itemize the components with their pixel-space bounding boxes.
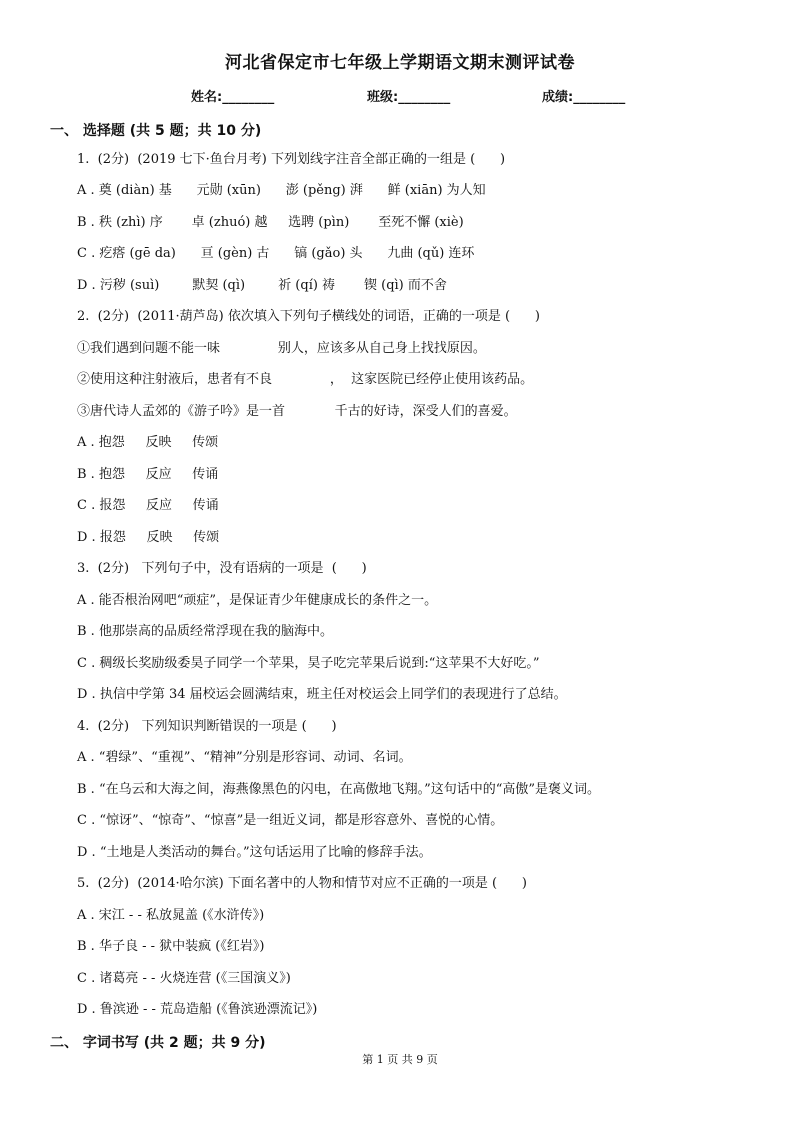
student-info-row: [0, 86, 800, 106]
question-2-sentence-1: ①我们遇到问题不能一味 别人，应该多从自己身上找找原因。: [77, 341, 486, 356]
question-3-option-a: A . 能否根治网吧“顽症”，是保证青少年健康成长的条件之一。: [77, 593, 438, 608]
question-5-stem: 5. (2分) (2014·哈尔滨) 下面名著中的人物和情节对应不正确的一项是 ( ): [77, 876, 527, 891]
question-3-option-c: C . 稠级长奖励级委昊子同学一个苹果，昊子吃完苹果后说到:“这苹果不大好吃。”: [77, 656, 540, 671]
section-heading-writing: 二、 字词书写 (共 2 题；共 9 分): [50, 1035, 266, 1051]
question-3-stem: 3. (2分) 下列句子中，没有语病的一项是 ( ): [77, 561, 367, 576]
question-5-option-a: A . 宋江 - - 私放晁盖 (《水浒传》): [77, 908, 265, 923]
section-heading-choice: 一、 选择题 (共 5 题；共 10 分): [50, 123, 262, 139]
page-footer: 第 1 页 共 9 页: [362, 1053, 438, 1066]
question-2-option-a: A . 抱怨 反映 传颂: [77, 435, 219, 450]
question-4-stem: 4. (2分) 下列知识判断错误的一项是 ( ): [77, 719, 337, 734]
question-2-option-d: D . 报怨 反映 传颂: [77, 530, 220, 545]
page-title: 河北省保定市七年级上学期语文期末测评试卷: [225, 53, 575, 73]
question-1-option-a: A . 奠 (diàn) 基 元勋 (xūn) 澎 (pěng) 湃 鲜 (xiān) 为人知: [77, 183, 486, 198]
question-2-option-c: C . 报怨 反应 传诵: [77, 498, 219, 513]
question-4-option-d: D . “土地是人类活动的舞台。”这句话运用了比喻的修辞手法。: [77, 845, 432, 860]
name-field-label: 姓名:________: [191, 90, 275, 105]
question-3-option-b: B . 他那崇高的品质经常浮现在我的脑海中。: [77, 624, 333, 639]
question-4-option-c: C . “惊讶”、“惊奇”、“惊喜”是一组近义词，都是形容意外、喜悦的心情。: [77, 813, 504, 828]
question-2-sentence-2: ②使用这种注射液后，患者有不良 ， 这家医院已经停止使用该药品。: [77, 372, 534, 387]
question-2-sentence-3: ③唐代诗人孟郊的《游子吟》是一首 千古的好诗，深受人们的喜爱。: [77, 404, 517, 419]
question-5-option-b: B . 华子良 - - 狱中装疯 (《红岩》): [77, 939, 265, 954]
question-1-option-c: C . 疙瘩 (gē da) 亘 (gèn) 古 镐 (gǎo) 头 九曲 (qǔ) 连环: [77, 246, 475, 261]
question-4-option-a: A . “碧绿”、“重视”、“精神”分别是形容词、动词、名词。: [77, 750, 412, 765]
question-1-option-b: B . 秩 (zhì) 序 卓 (zhuó) 越 选聘 (pìn) 至死不懈 (xiè): [77, 215, 464, 230]
question-2-stem: 2. (2分) (2011·葫芦岛) 依次填入下列句子横线处的词语，正确的一项是 ( ): [77, 309, 540, 324]
question-1-stem: 1. (2分) (2019 七下·鱼台月考) 下列划线字注音全部正确的一组是 ( ): [77, 152, 506, 167]
score-field-label: 成绩:________: [542, 90, 626, 105]
question-1-option-d: D . 污秽 (suì) 默契 (qì) 祈 (qí) 祷 锲 (qì) 而不舍: [77, 278, 447, 293]
question-4-option-b: B . “在乌云和大海之间，海燕像黑色的闪电，在高傲地飞翔。”这句话中的“高傲”是褒义词。: [77, 782, 601, 797]
question-2-option-b: B . 抱怨 反应 传诵: [77, 467, 219, 482]
class-field-label: 班级:________: [367, 90, 451, 105]
question-5-option-c: C . 诸葛亮 - - 火烧连营 (《三国演义》): [77, 971, 291, 986]
question-5-option-d: D . 鲁滨逊 - - 荒岛造船 (《鲁滨逊漂流记》): [77, 1002, 318, 1017]
question-3-option-d: D . 执信中学第 34 届校运会圆满结束，班主任对校运会上同学们的表现进行了总结。: [77, 687, 567, 702]
